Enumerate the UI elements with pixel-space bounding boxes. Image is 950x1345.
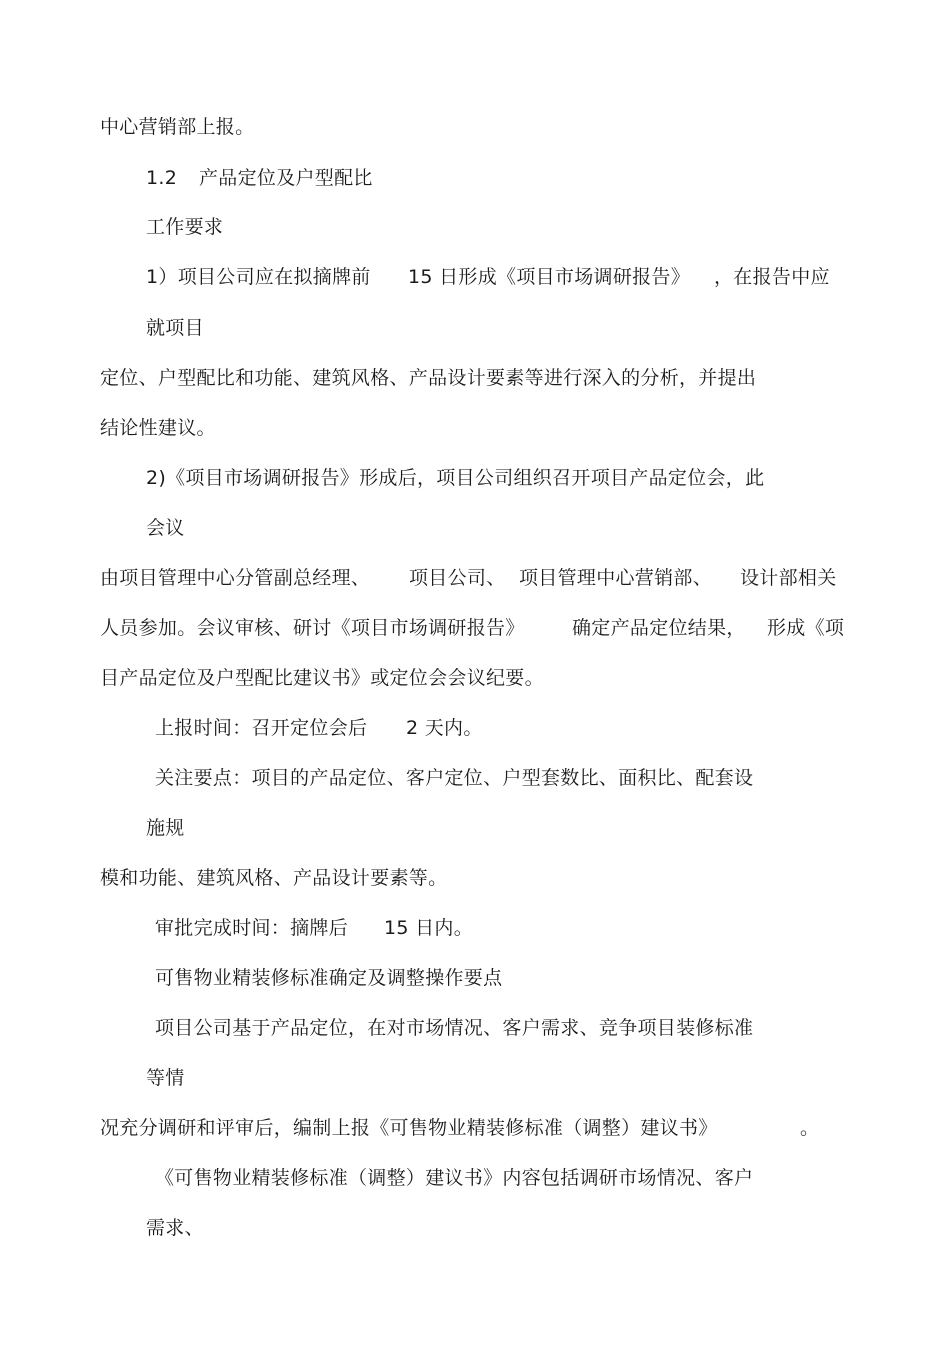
text-line: 1）项目公司应在拟摘牌前: [146, 266, 371, 288]
text-line: 15 日形成《项目市场调研报告》: [408, 266, 691, 288]
text-line: 项目公司基于产品定位，在对市场情况、客户需求、竞争项目装修标准: [155, 1017, 754, 1039]
text-line: 。: [800, 1117, 820, 1139]
text-line: 项目公司、: [409, 567, 506, 589]
text-line: 15 日内。: [384, 917, 474, 939]
text-line: 工作要求: [146, 216, 224, 238]
text-line: 《可售物业精装修标准（调整）建议书》内容包括调研市场情况、客户: [155, 1167, 754, 1189]
text-line: 2 天内。: [406, 717, 483, 739]
text-line: 上报时间：召开定位会后: [155, 717, 368, 739]
text-line: 中心营销部上报。: [100, 116, 255, 138]
text-line: 形成《项: [767, 617, 845, 639]
text-line: 由项目管理中心分管副总经理、: [100, 567, 371, 589]
section-number: 1.2: [146, 167, 178, 189]
text-line: 目产品定位及户型配比建议书》或定位会会议纪要。: [100, 667, 544, 689]
text-line: 施规: [146, 817, 185, 839]
text-line: 人员参加。会议审核、研讨《项目市场调研报告》: [100, 617, 525, 639]
text-line: 需求、: [146, 1217, 204, 1239]
text-line: 设计部相关: [740, 567, 837, 589]
text-line: 2)《项目市场调研报告》形成后，项目公司组织召开项目产品定位会，此: [146, 467, 765, 489]
text-line: 结论性建议。: [100, 417, 216, 439]
text-line: 定位、户型配比和功能、建筑风格、产品设计要素等进行深入的分析，并提出: [100, 367, 757, 389]
text-line: 会议: [146, 517, 185, 539]
text-line: 审批完成时间：摘牌后: [155, 917, 349, 939]
text-line: 况充分调研和评审后，编制上报《可售物业精装修标准（调整）建议书》: [100, 1117, 718, 1139]
text-line: 等情: [146, 1067, 185, 1089]
text-line: 模和功能、建筑风格、产品设计要素等。: [100, 867, 448, 889]
text-line: 项目管理中心营销部、: [519, 567, 713, 589]
text-line: 确定产品定位结果，: [572, 617, 746, 639]
section-heading: 产品定位及户型配比: [199, 167, 373, 189]
text-line: 关注要点：项目的产品定位、客户定位、户型套数比、面积比、配套设: [155, 767, 754, 789]
text-line: 就项目: [146, 317, 204, 339]
text-line: ，在报告中应: [714, 266, 830, 288]
text-line: 可售物业精装修标准确定及调整操作要点: [155, 967, 503, 989]
